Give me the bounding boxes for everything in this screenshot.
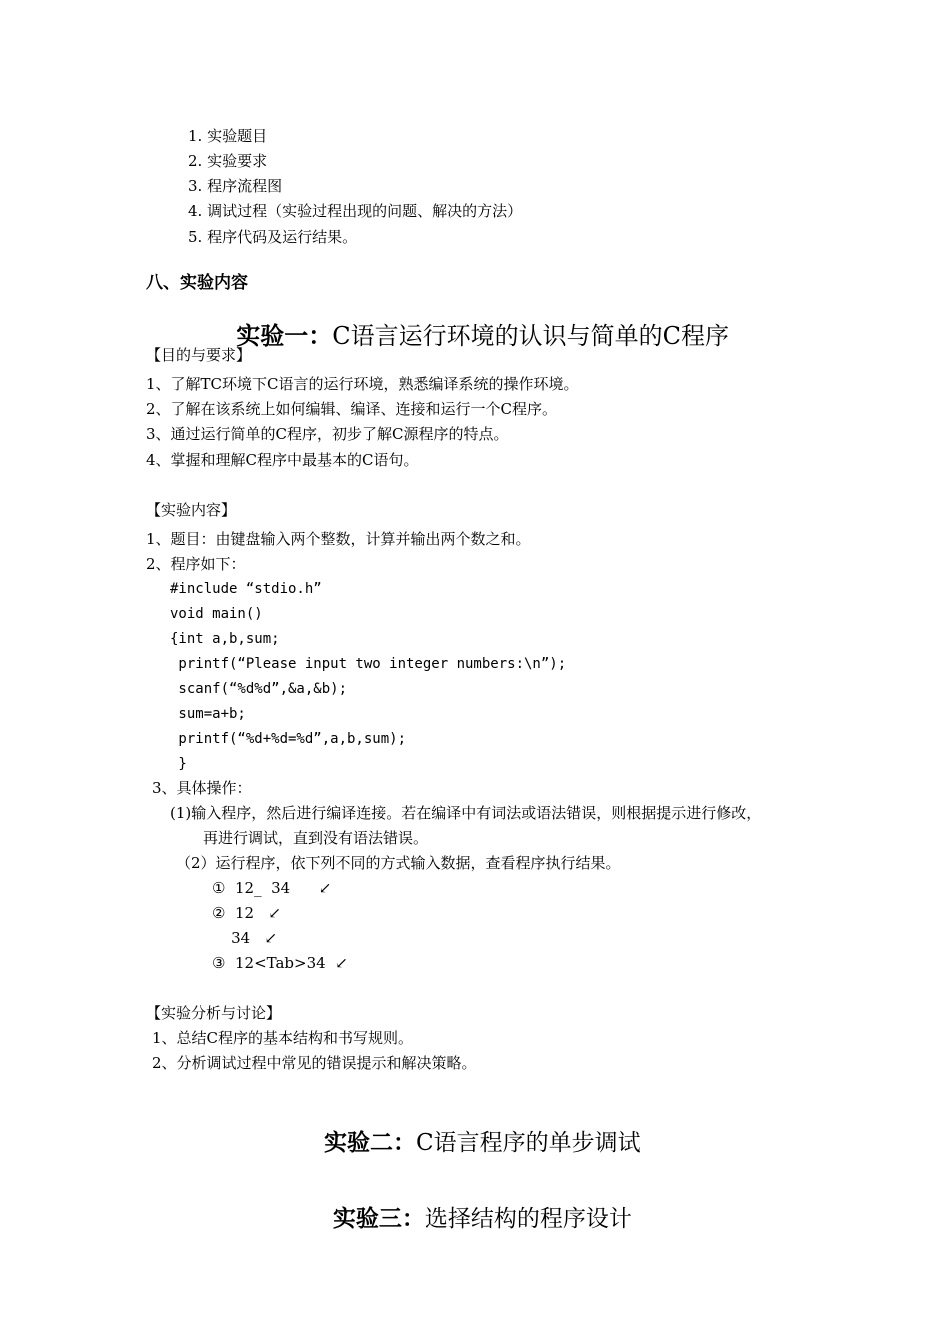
experiment-2-title-text: C语言程序的单步调试 — [416, 1130, 641, 1156]
code-line: void main() — [170, 606, 263, 622]
experiment-1-title-label: 实验一： — [236, 321, 333, 350]
report-item: 4. 调试过程（实验过程出现的问题、解决的方法） — [188, 202, 523, 220]
report-item: 2. 实验要求 — [188, 152, 268, 170]
goal-item: 2、了解在该系统上如何编辑、编译、连接和运行一个C程序。 — [146, 400, 558, 418]
experiment-3-title-label: 实验三： — [332, 1205, 425, 1232]
operation-step: 再进行调试，直到没有语法错误。 — [203, 829, 429, 847]
code-line: printf(“%d+%d=%d”,a,b,sum); — [170, 731, 407, 747]
goal-item: 4、掌握和理解C程序中最基本的C语句。 — [146, 451, 419, 469]
content-heading: 【实验内容】 — [146, 501, 237, 519]
operation-step: (1)输入程序，然后进行编译连接。若在编译中有词法或语法错误，则根据提示进行修改， — [170, 804, 762, 822]
experiment-2-title-label: 实验二： — [324, 1129, 416, 1156]
content-item: 2、程序如下： — [146, 555, 246, 573]
code-line: printf(“Please input two integer numbers:\n”); — [170, 656, 567, 672]
experiment-1-title — [0, 288, 950, 352]
experiment-1-title-text: C语言运行环境的认识与简单的C程序 — [332, 322, 729, 350]
operation-step: （2）运行程序，依下列不同的方式输入数据，查看程序执行结果。 — [176, 854, 621, 872]
code-line: sum=a+b; — [170, 706, 246, 722]
discussion-item: 1、总结C程序的基本结构和书写规则。 — [152, 1029, 414, 1047]
experiment-3-title — [0, 1171, 950, 1235]
discussion-item: 2、分析调试过程中常见的错误提示和解决策略。 — [152, 1054, 477, 1072]
report-item: 3. 程序流程图 — [188, 177, 283, 195]
code-line: scanf(“%d%d”,&a,&b); — [170, 681, 348, 697]
section-heading: 八、实验内容 — [146, 273, 248, 293]
goal-heading: 【目的与要求】 — [146, 346, 252, 364]
experiment-3-title-text: 选择结构的程序设计 — [424, 1206, 632, 1232]
code-line: #include “stdio.h” — [170, 581, 322, 597]
input-example: ① 12_ 34 ↙ — [212, 879, 332, 897]
experiment-2-title — [0, 1095, 950, 1159]
code-line: } — [170, 756, 187, 772]
discussion-heading: 【实验分析与讨论】 — [146, 1004, 282, 1022]
input-example: ③ 12<Tab>34 ↙ — [212, 954, 348, 972]
report-item: 1. 实验题目 — [188, 127, 268, 145]
input-example: 34 ↙ — [212, 929, 278, 947]
code-line: {int a,b,sum; — [170, 631, 280, 647]
content-item: 1、题目：由键盘输入两个整数，计算并输出两个数之和。 — [146, 530, 531, 548]
report-item: 5. 程序代码及运行结果。 — [188, 228, 358, 246]
input-example: ② 12 ↙ — [212, 904, 281, 922]
goal-item: 1、了解TC环境下C语言的运行环境，熟悉编译系统的操作环境。 — [146, 375, 579, 393]
goal-item: 3、通过运行简单的C程序，初步了解C源程序的特点。 — [146, 425, 509, 443]
operation-heading: 3、具体操作： — [152, 779, 252, 797]
